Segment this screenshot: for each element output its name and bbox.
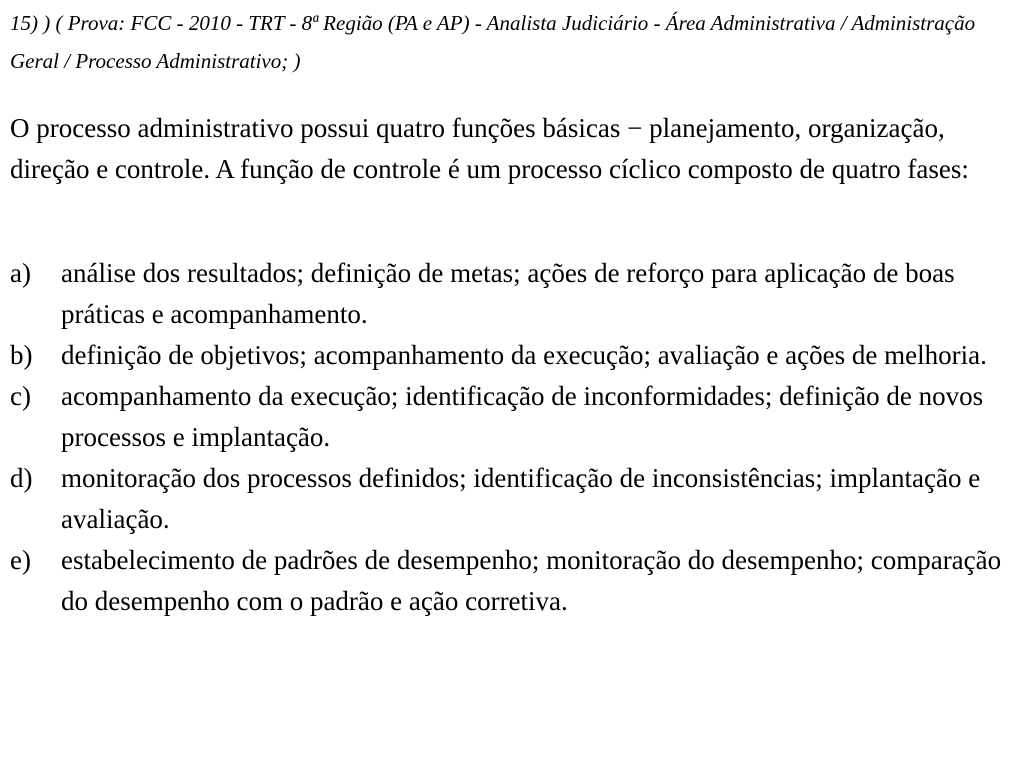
answer-option-c[interactable]	[10, 376, 1010, 458]
option-text: estabelecimento de padrões de desempenho; monitoração do desempenho; comparação do desempenho com o padrão e ação corretiva.	[61, 545, 1002, 616]
option-text: acompanhamento da execução; identificação de inconformidades; definição de novos processos e implantação.	[61, 381, 984, 452]
answer-option-d[interactable]	[10, 458, 1010, 540]
option-letter: d)	[10, 463, 33, 493]
answer-options-list	[10, 253, 1010, 622]
question-source-header: 15) ) ( Prova: FCC - 2010 - TRT - 8ª Região (PA e AP) - Analista Judiciário - Área Administrativa / Administração Geral / Processo Administrativo; )	[10, 11, 976, 73]
option-letter: a)	[10, 258, 31, 288]
option-text: definição de objetivos; acompanhamento da execução; avaliação e ações de melhoria.	[61, 340, 987, 370]
question-stem: O processo administrativo possui quatro funções básicas − planejamento, organização, direção e controle. A função de controle é um processo cíclico composto de quatro fases:	[10, 113, 969, 184]
answer-option-a[interactable]	[10, 253, 1010, 335]
answer-option-e[interactable]	[10, 540, 1010, 622]
option-letter: e)	[10, 545, 31, 575]
option-letter: b)	[10, 340, 33, 370]
option-letter: c)	[10, 381, 31, 411]
option-text: monitoração dos processos definidos; identificação de inconsistências; implantação e avaliação.	[61, 463, 981, 534]
answer-option-b[interactable]	[10, 335, 1010, 376]
option-text: análise dos resultados; definição de metas; ações de reforço para aplicação de boas práticas e acompanhamento.	[61, 258, 955, 329]
